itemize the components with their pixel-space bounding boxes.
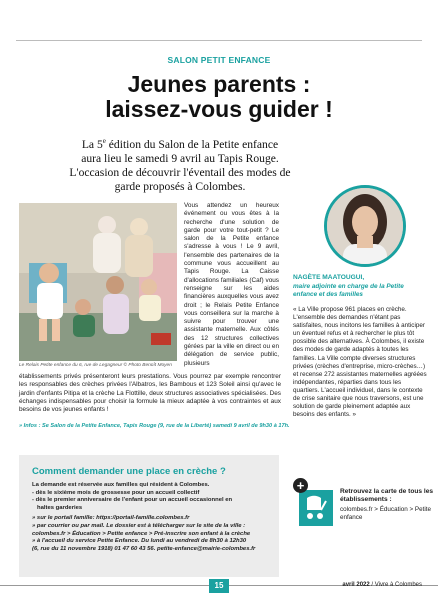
section-kicker: SALON PETIT ENFANCE: [167, 55, 271, 65]
article-column-text: Vous attendez un heureux événement ou vous êtes à la recherche d'une solution de garde pour votre tout-petit ? Le salon de la Petite enfance s'adresse à vous ! Le 9 avril, l'ensemble des partenaires de la commune vous accueillent au Tapis Rouge. La Caisse d'allocations familiales (Caf) vous renseigne sur les aides financières auxquelles vous avez droit ; le Relais Petite Enfance vous conseillera sur la marche à suivre pour trouver une assistante maternelle. Aux côtés des 12 structures collectives gérées par la ville en direct ou en délégation de service public, plusieurs: [184, 202, 279, 367]
headline-line-2: laissez-vous guider !: [105, 96, 333, 122]
plus-icon: +: [293, 478, 308, 493]
info-box-route: (6, rue du 11 novembre 1918) 01 47 60 43 56. petite-enfance@mairie-colombes.fr: [32, 545, 256, 552]
sidebar-role: maire adjointe en charge de la Petite enfance et des familles: [293, 283, 404, 298]
portrait-photo: [324, 185, 406, 267]
info-box-route: colombes.fr > Éducation > Petite enfance > Pré-inscrire son enfant à la crèche: [32, 530, 251, 537]
lede-line-1: La 5e édition du Salon de la Petite enfance: [81, 137, 279, 151]
info-box-item: - dès le premier anniversaire de l'enfant pour un accueil occasionnel en: [32, 497, 233, 504]
info-box-item: - dès le sixième mois de grossesse pour un accueil collectif: [32, 489, 200, 496]
info-box-item: haltes garderies: [37, 504, 83, 511]
map-link-path[interactable]: colombes.fr > Éducation > Petite enfance: [340, 506, 432, 521]
sidebar-quote: « La Ville propose 961 places en crèche. L'ensemble des demandes n'étant pas satisfaites, nous incitons les familles à anticiper un éventuel refus et à rechercher le plus tôt possible des alternatives. À Colombes, il existe des modes de garde adaptés à toutes les familles. La Ville compte diverses structures privées (crèches d'entreprise, micro-crèches…) et recense 272 assistantes maternelles agréées indépendantes, réparties dans tous les quartiers. L'accueil individuel, dans le contexte de crise sanitaire que nous traversons, est une solution de garde pleinement adaptée aux besoins des enfants. »: [293, 306, 427, 419]
sidebar-name: NAGÈTE MAATOUGUI,: [293, 274, 365, 281]
article-photo: [19, 203, 177, 361]
photo-caption: Le Relais Petite enfance du 6, rue de Legagneur © Photo Benoît Moyen: [19, 363, 172, 368]
info-box-route: » par courrier ou par mail. Le dossier est à télécharger sur le site de la ville :: [32, 522, 246, 529]
info-box-body: [32, 482, 276, 553]
info-line: » Infos : Se Salon de la Petite Enfance, Tapis Rouge (9, rue de la Liberté) samedi 9 avril de 9h30 à 17h.: [19, 423, 290, 429]
headline-line-1: Jeunes parents :: [127, 71, 311, 97]
article-full-width-text: établissements privés présenteront leurs prestations. Vous pourrez par exemple rencontrer les responsables des crèches privées l'Albatros, les Bambous et 123 Soleil ainsi qu'avec le jardin d'enfants Pitipa et la crèche La Flottille, deux structures associatives spécialisées. Des échanges indispensables pour choisir la formule la mieux adaptée à vos contraintes et aux besoins de vos jeunes enfants !: [19, 373, 281, 414]
map-title: Retrouvez la carte de tous les établissements :: [340, 488, 434, 503]
info-box-title: Comment demander une place en crèche ?: [32, 466, 226, 477]
info-box: [19, 455, 279, 577]
info-box-route: » sur le portail famille: https://portail-famille.colombes.fr: [32, 515, 190, 522]
info-box-route: » à l'accueil du service Petite Enfance. Du lundi au vendredi de 8h30 à 12h30: [32, 538, 247, 545]
lede: [30, 134, 330, 194]
lede-line-3: L'occasion de découvrir l'éventail des modes de: [69, 165, 291, 179]
info-box-intro: La demande est réservée aux familles qui résident à Colombes.: [32, 482, 210, 488]
stroller-icon: [299, 490, 333, 526]
top-rule: [16, 40, 422, 41]
lede-line-2: aura lieu le samedi 9 avril au Tapis Rouge.: [81, 151, 279, 165]
footer-issue: avril 2022 / Vivre à Colombes: [342, 582, 422, 588]
page-number: 15: [209, 579, 229, 593]
lede-line-4: garde proposés à Colombes.: [114, 179, 246, 193]
page-title: [0, 72, 438, 122]
